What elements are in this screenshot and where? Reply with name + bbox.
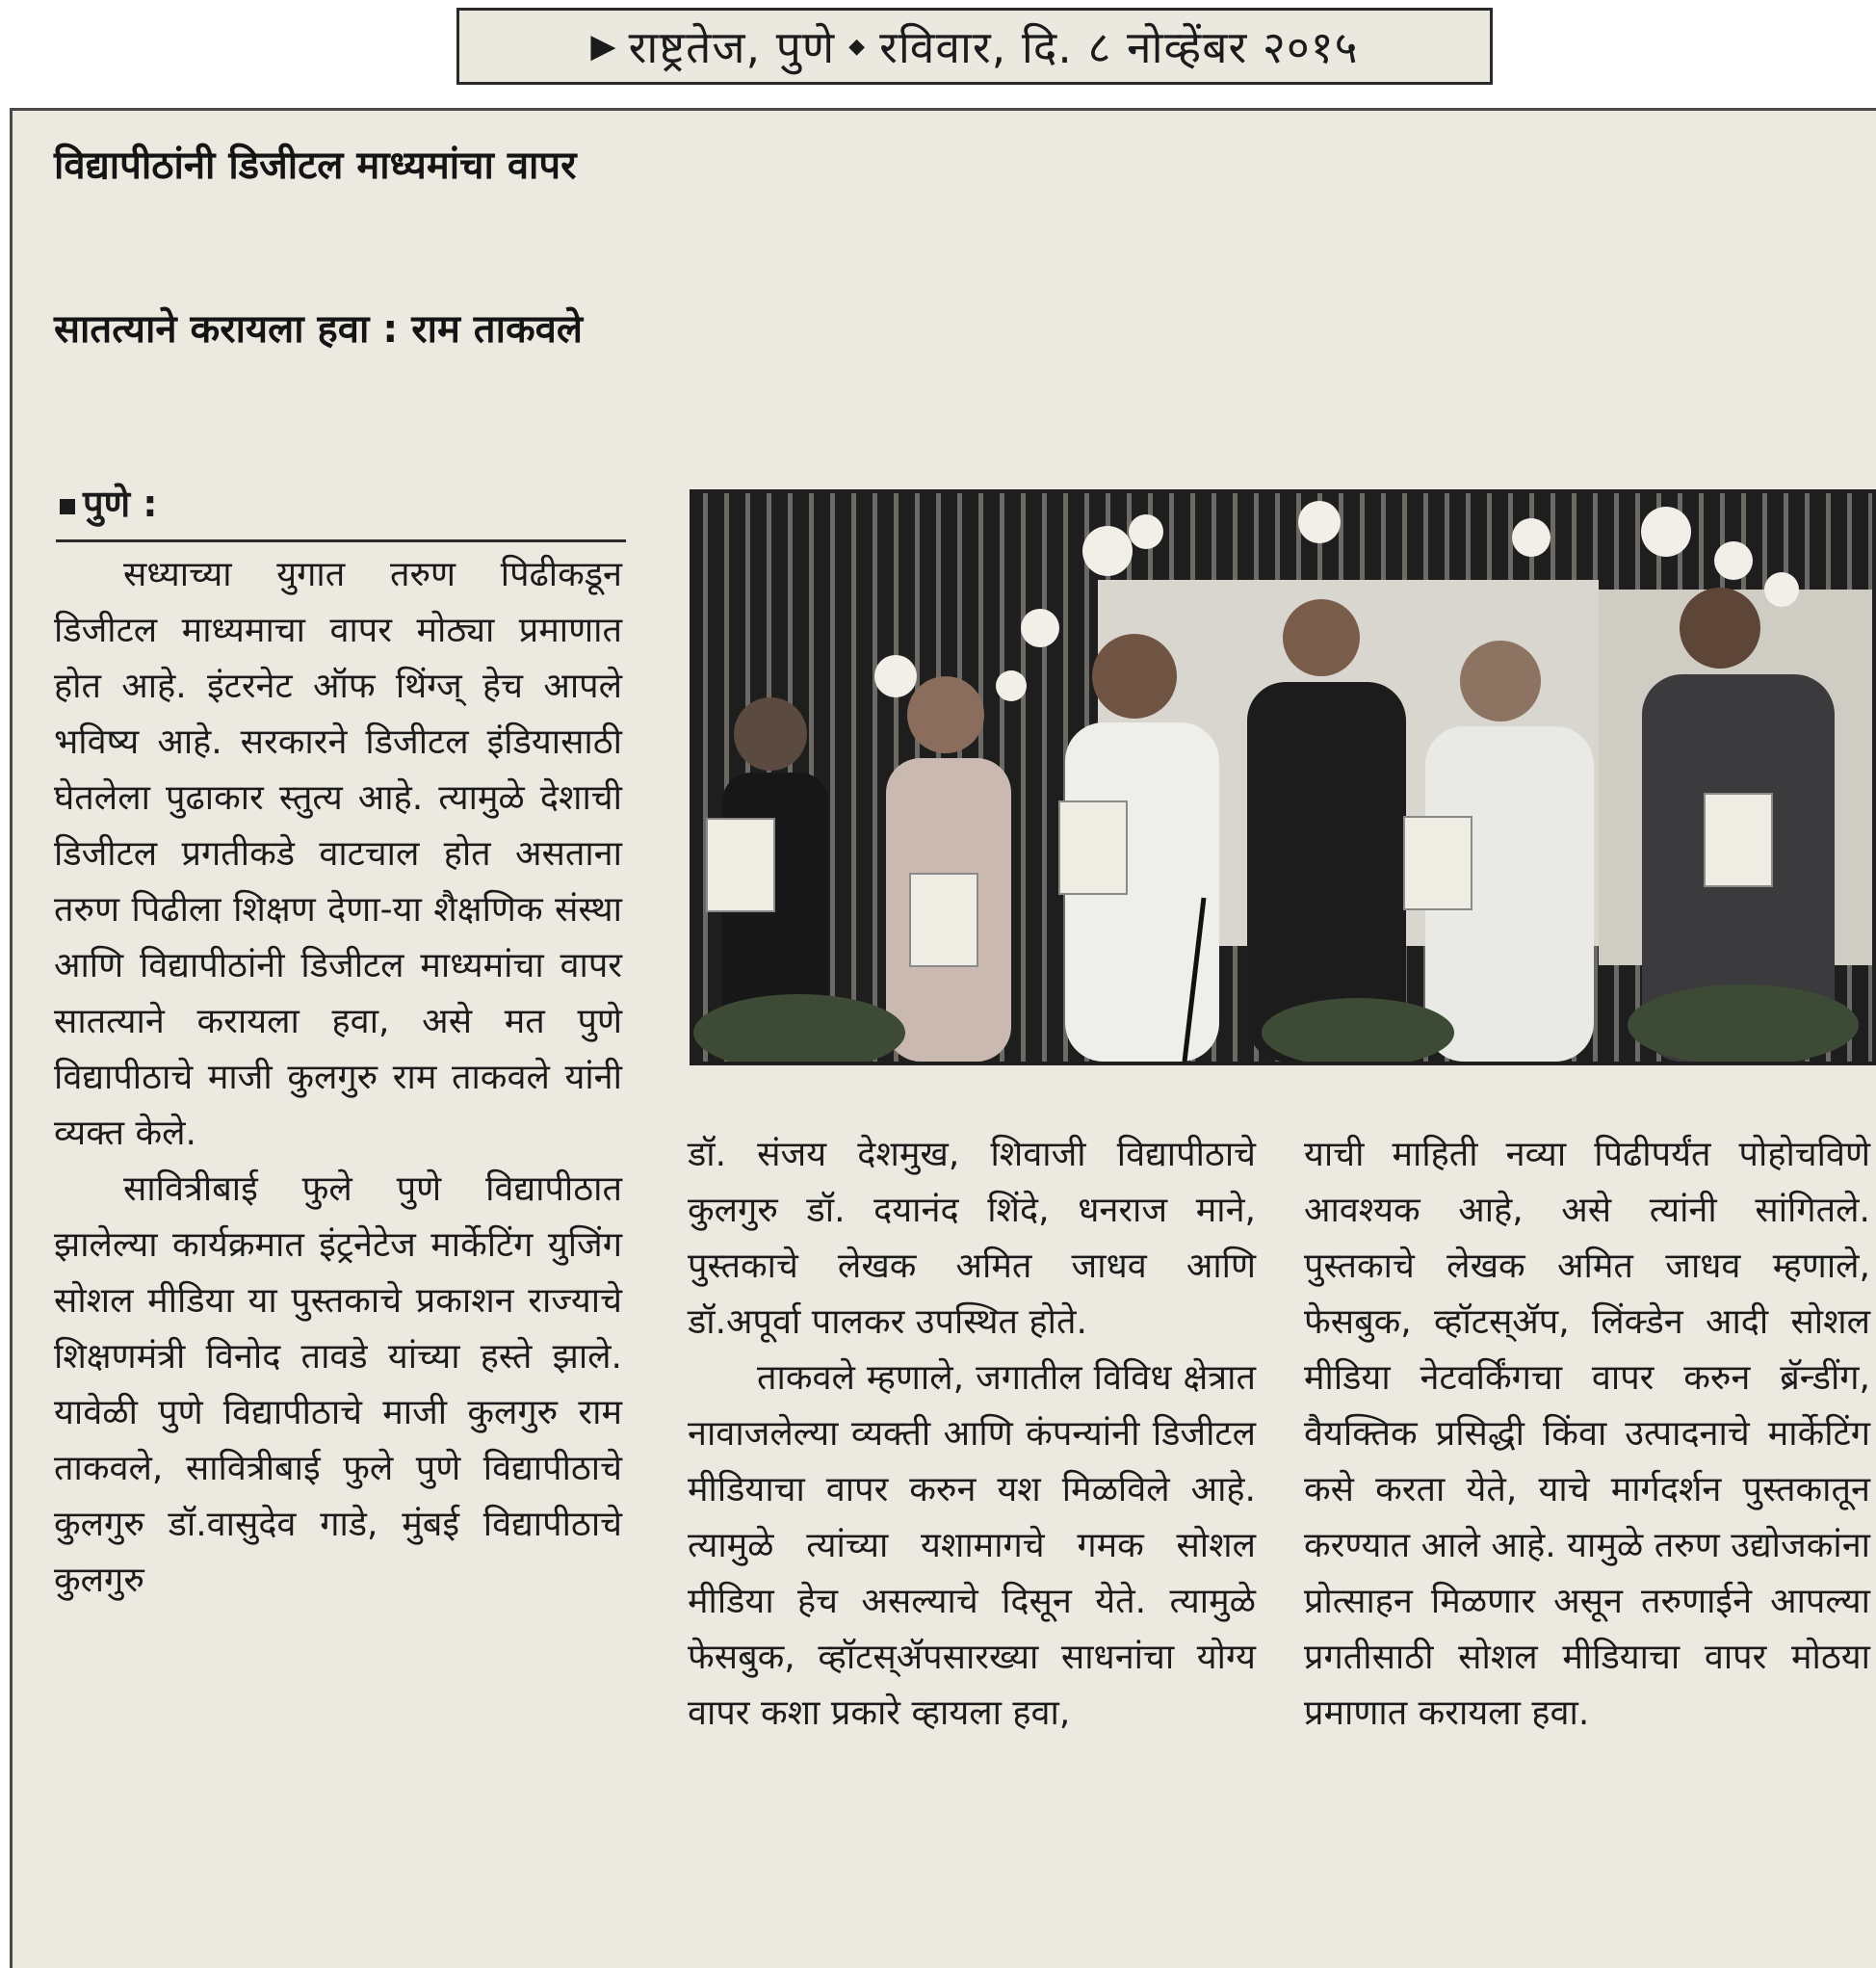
paragraph: सावित्रीबाई फुले पुणे विद्यापीठात झालेल्या कार्यक्रमात इंट्रनेटेज मार्केटिंग युजिंग सोशल मीडिया या पुस्तकाचे प्रकाशन राज्याचे शिक्षणमंत्री विनोद तावडे यांच्या हस्ते झाले. यावेळी पुणे विद्यापीठाचे माजी कुलगुरु राम ताकवले, सावित्रीबाई फुले पुणे विद्यापीठाचे कुलगुरु डॉ.वासुदेव गाडे, मुंबई विद्यापीठाचे कुलगुरु [54,1169,622,1600]
article-column-3 [1304,1127,1870,1742]
triangle-bullet-icon: ▶ [590,27,617,66]
paragraph: सध्याच्या युगात तरुण पिढीकडून डिजीटल माध्यमाचा वापर मोठ्या प्रमाणात होत आहे. इंटरनेट ऑफ थिंग्ज् हेच आपले भविष्य आहे. सरकारने डिजीटल इंडियासाठी घेतलेला पुढाकार स्तुत्य आहे. त्यामुळे देशाची डिजीटल प्रगतीकडे वाटचाल होत असताना तरुण पिढीला शिक्षण देणा-या शैक्षणिक संस्था आणि विद्यापीठांनी डिजीटल माध्यमांचा वापर सातत्याने करायला हवा, असे मत पुणे विद्यापीठाचे माजी कुलगुरु राम ताकवले यांनी व्यक्त केले. [54,555,622,1153]
masthead-dateline [456,8,1493,85]
paragraph: डॉ. संजय देशमुख, शिवाजी विद्यापीठाचे कुलगुरु डॉ. दयानंद शिंदे, धनराज माने, पुस्तकाचे लेखक अमित जाधव आणि डॉ.अपूर्वा पालकर उपस्थित होते. [688,1135,1256,1342]
square-bullet-icon [60,499,75,514]
event-photo [690,489,1876,1065]
paragraph: याची माहिती नव्या पिढीपर्यंत पोहोचविणे आवश्यक आहे, असे त्यांनी सांगितले. पुस्तकाचे लेखक अमित जाधव म्हणाले, फेसबुक, व्हॉटस्ॲप, लिंक्डेन आदी सोशल मीडिया नेटवर्किंगचा वापर करुन ब्रॅन्डींग, वैयक्तिक प्रसिद्धी किंवा उत्पादनाचे मार्केटिंग कसे करता येते, याचे मार्गदर्शन पुस्तकातून करण्यात आले आहे. यामुळे तरुण उद्योजकांना प्रोत्साहन मिळणार असून तरुणाईने आपल्या प्रगतीसाठी सोशल मीडियाचा वापर मोठया प्रमाणात करायला हवा. [1304,1135,1870,1733]
publication-date: रविवार, दि. ८ नोव्हेंबर २०१५ [879,21,1359,73]
dateline-city: पुणे : [83,483,158,525]
article-dateline [60,478,157,528]
publication-name: राष्ट्रतेज, पुणे [628,21,836,73]
headline-line-2: सातत्याने करायला हवा : राम ताकवले [54,307,584,352]
article-column-1 [54,547,622,1609]
book-launch-photo-illustration [693,493,1872,1062]
article-column-2 [688,1127,1256,1742]
dateline-divider [56,539,626,542]
headline-line-1: विद्यापीठांनी डिजीटल माध्यमांचा वापर [54,144,577,188]
diamond-separator-icon: ◆ [848,34,867,59]
paragraph: ताकवले म्हणाले, जगातील विविध क्षेत्रात नावाजलेल्या व्यक्ती आणि कंपन्यांनी डिजीटल मीडियाचा वापर करुन यश मिळविले आहे. त्यामुळे त्यांच्या यशामागचे गमक सोशल मीडिया हेच असल्याचे दिसून येते. त्यामुळे फेसबुक, व्हॉटस्ॲपसारख्या साधनांचा योग्य वापर कशा प्रकारे व्हायला हवा, [688,1358,1256,1733]
